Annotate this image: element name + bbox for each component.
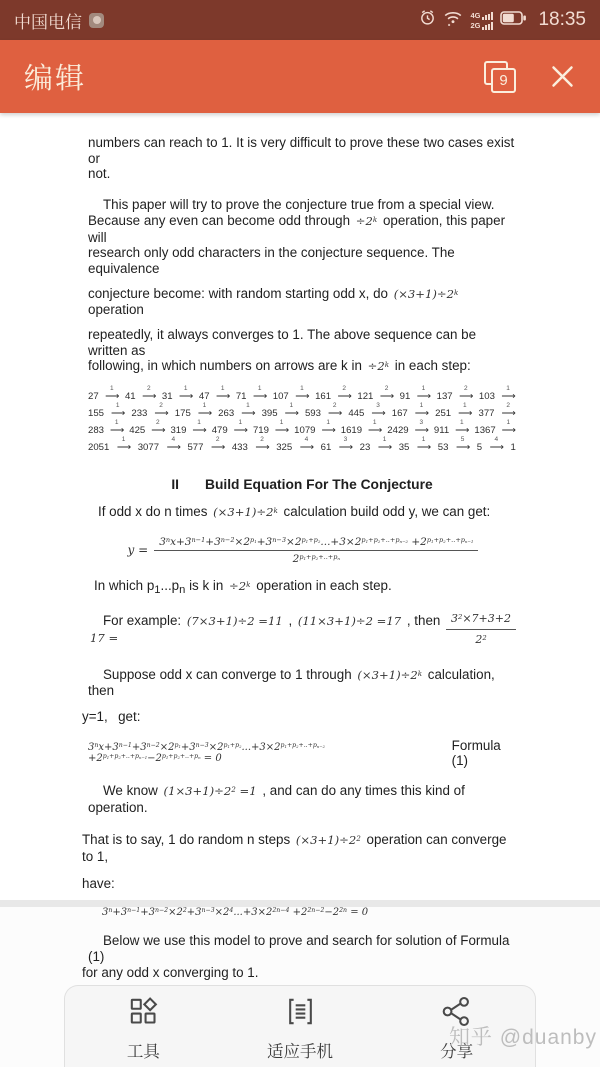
- arrow-with-exponent: 1 ⟶: [368, 419, 382, 437]
- arrow-with-exponent: 1 ⟶: [416, 436, 431, 454]
- text-line: research only odd characters in the conjecture sequence. The equivalence: [88, 245, 455, 276]
- arrow-with-exponent: 1 ⟶: [192, 419, 206, 437]
- equation-y-fraction: [88, 536, 516, 565]
- sequence-number: 91: [399, 391, 411, 403]
- paragraph: [88, 135, 516, 182]
- sequence-number: 53: [437, 442, 449, 454]
- battery-icon: [500, 10, 527, 30]
- arrow-with-exponent: 1 ⟶: [216, 385, 230, 403]
- arrow-with-exponent: 2 ⟶: [379, 385, 394, 403]
- sequence-number: 377: [478, 408, 495, 420]
- sequence-row: [88, 385, 516, 403]
- sequence-number: 23: [359, 442, 371, 454]
- clock-time: 18:35: [538, 9, 586, 30]
- sequence-number: 263: [218, 408, 235, 420]
- text-line: We know $(1\times 3+1)\div 2^2 =1$ , and can do any times this kind of operation.: [88, 782, 465, 815]
- signal-bars-icon: [470, 11, 493, 30]
- paragraph: [82, 666, 516, 725]
- sequence-number: 577: [187, 442, 204, 454]
- fraction-numerator: $3^2\times 7+3+2$: [446, 611, 516, 630]
- arrow-with-exponent: 5 ⟶: [455, 436, 470, 454]
- document-page[interactable]: [0, 113, 600, 980]
- text-line: repeatedly, it always converges to 1. The above sequence can be written as: [88, 327, 477, 358]
- fraction-numerator: $3^nx+3^{n-1}+3^{n-2}\times 2^{p_1}+3^{n-3}\times 2^{p_1+p_2}...+3\times 2^{p_1+p_2+..+p_{n-2}} +2^{p_1+p_2+..+p_{n-1}}$: [154, 536, 478, 551]
- sequence-row: [88, 436, 516, 454]
- text-line: following, in which numbers on arrows are k in $\div 2^k$ in each step:: [88, 358, 471, 374]
- section-number: II: [171, 477, 179, 493]
- sequence-number: 167: [391, 408, 408, 420]
- arrow-with-exponent: 1 ⟶: [455, 419, 469, 437]
- arrow-with-exponent: 1 ⟶: [414, 402, 429, 420]
- text-line: That is to say, 1 do random n steps $(\times 3+1)\div 2^2$ operation can converge to 1,: [82, 832, 507, 864]
- arrow-with-exponent: 1 ⟶: [252, 385, 267, 403]
- network-type-sim1: 4G: [470, 10, 481, 20]
- text-line: For example: (7×3+1)÷2 =11 , (11×3+1)÷2 =17 , then 17 =: [90, 612, 441, 645]
- text-line: y=1, get:: [82, 709, 141, 725]
- sequence-number: 5: [476, 442, 483, 454]
- page-count-button[interactable]: [484, 61, 516, 93]
- arrow-with-exponent: 3 ⟶: [414, 419, 428, 437]
- arrow-with-exponent: 2 ⟶: [151, 419, 165, 437]
- text-line: This paper will try to prove the conjecture true from a special view.: [103, 197, 495, 213]
- sequence-number: 161: [315, 391, 332, 403]
- arrow-with-exponent: 2 ⟶: [337, 385, 351, 403]
- arrow-with-exponent: 2 ⟶: [210, 436, 225, 454]
- arrow-with-exponent: 1 ⟶: [179, 385, 193, 403]
- fraction: [154, 536, 478, 565]
- sequence-number: 2429: [387, 425, 409, 437]
- sequence-number: 1: [510, 442, 516, 454]
- sequence-number: 719: [252, 425, 269, 437]
- close-icon: [549, 63, 576, 90]
- section-heading-2: [88, 477, 516, 492]
- formula-1-row: [88, 738, 516, 768]
- arrow-with-exponent: 1 ⟶: [233, 419, 247, 437]
- text-line: not.: [88, 166, 111, 182]
- sequence-block: [88, 385, 516, 454]
- arrow-with-exponent: 1 ⟶: [116, 436, 131, 454]
- tools-button[interactable]: [65, 995, 222, 1062]
- sequence-number: 1079: [294, 425, 316, 437]
- sequence-number: 325: [276, 442, 293, 454]
- sequence-number: 433: [231, 442, 248, 454]
- fraction-denominator: $2^{p_1+p_2+..+p_n}$: [292, 552, 340, 565]
- example-line: [88, 611, 516, 647]
- arrow-with-exponent: 1 ⟶: [416, 385, 431, 403]
- sequence-number: 233: [131, 408, 148, 420]
- sequence-number: 47: [198, 391, 210, 403]
- formula-2-row: [88, 902, 516, 920]
- arrow-with-exponent: 3 ⟶: [371, 402, 385, 420]
- paragraph: [88, 197, 516, 375]
- tools-icon: [127, 995, 160, 1033]
- formula-1-label: Formula (1): [451, 737, 501, 768]
- sequence-number: 35: [398, 442, 410, 454]
- tools-label: 工具: [126, 1043, 160, 1061]
- fraction-denominator: $2^2$: [475, 633, 487, 647]
- arrow-with-exponent: 3 ⟶: [338, 436, 353, 454]
- arrow-with-exponent: 1 ⟶: [241, 402, 255, 420]
- arrow-with-exponent: 1 ⟶: [274, 419, 289, 437]
- arrow-with-exponent: 2 ⟶: [255, 436, 269, 454]
- arrow-with-exponent: 4 ⟶: [489, 436, 503, 454]
- sequence-number: 911: [433, 425, 450, 437]
- sequence-number: 395: [261, 408, 278, 420]
- sequence-number: 27: [88, 391, 99, 403]
- sequence-number: 41: [124, 391, 136, 403]
- network-type-sim2: 2G: [470, 20, 481, 30]
- sequence-number: 251: [435, 408, 452, 420]
- sequence-number: 1367: [474, 425, 496, 437]
- fraction: [446, 611, 516, 647]
- arrow-with-exponent: 1 ⟶: [501, 385, 515, 403]
- arrow-with-exponent: 2 ⟶: [501, 402, 515, 420]
- arrow-with-exponent: 2 ⟶: [459, 385, 473, 403]
- equation-lhs: y =: [127, 543, 149, 558]
- text-line: have:: [82, 875, 115, 891]
- arrow-with-exponent: 1 ⟶: [197, 402, 212, 420]
- alarm-icon: [419, 9, 436, 31]
- sequence-number: 107: [272, 391, 289, 403]
- section-title: Build Equation For The Conjecture: [205, 477, 433, 493]
- text-line: for any odd x converging to 1.: [82, 964, 259, 980]
- sequence-number: 425: [129, 425, 146, 437]
- status-bar: [0, 0, 600, 40]
- sequence-number: 283: [88, 425, 105, 437]
- sequence-number: 319: [170, 425, 187, 437]
- arrow-with-exponent: 1 ⟶: [458, 402, 472, 420]
- paragraph: [82, 933, 516, 980]
- text-line: Because any even can become odd through $\div 2^k$ operation, this paper will: [88, 212, 506, 245]
- sequence-number: 71: [235, 391, 247, 403]
- formula-1: $3^nx+3^{n-1}+3^{n-2}\times 2^{p_1}+3^{n-3}\times 2^{p_1+p_2}...+3\times 2^{p_1+p_2+..+p_{n-2}} +2^{p_1+p_2+..+p_{n-1}}-2^{p_1+p_2+..+p_n} = 0$: [88, 741, 325, 764]
- sequence-number: 2051: [88, 442, 110, 454]
- close-button[interactable]: [548, 63, 576, 91]
- arrow-with-exponent: 4 ⟶: [299, 436, 314, 454]
- sequence-row: [88, 419, 516, 437]
- arrow-with-exponent: 1 ⟶: [111, 402, 125, 420]
- sequence-number: 175: [174, 408, 191, 420]
- arrow-with-exponent: 1 ⟶: [501, 419, 515, 437]
- carrier-label: 中国电信: [14, 12, 82, 32]
- sequence-number: 445: [348, 408, 365, 420]
- arrow-with-exponent: 1 ⟶: [284, 402, 298, 420]
- arrow-with-exponent: 2 ⟶: [327, 402, 342, 420]
- arrow-with-exponent: 1 ⟶: [321, 419, 335, 437]
- sequence-number: 479: [211, 425, 228, 437]
- wifi-icon: [443, 9, 463, 32]
- hd-voice-icon: [89, 13, 104, 28]
- fit-phone-button[interactable]: [222, 995, 379, 1062]
- pages-count-badge: 9: [491, 68, 516, 93]
- fit-phone-label: 适应手机: [267, 1043, 333, 1061]
- sequence-number: 3077: [137, 442, 160, 454]
- page-title: 编辑: [24, 63, 87, 95]
- text-line: numbers can reach to 1. It is very difficult to prove these two cases exist or: [88, 135, 515, 166]
- sequence-number: 593: [304, 408, 321, 420]
- arrow-with-exponent: 2 ⟶: [142, 385, 156, 403]
- text-line: In which $p_1...p_n$ is k in $\div 2^k$ operation in each step.: [94, 577, 392, 596]
- formula-2: $3^n+3^{n-1}+3^{n-2}\times 2^2+3^{n-3}\times 2^4...+3\times 2^{2n-4} +2^{2n-2}-2^{2n} = 0$: [102, 907, 369, 919]
- arrow-with-exponent: 1 ⟶: [377, 436, 392, 454]
- sequence-number: 103: [478, 391, 495, 403]
- sequence-row: [88, 402, 516, 420]
- arrow-with-exponent: 1 ⟶: [109, 419, 124, 437]
- text-line: If odd x do n times $(\times 3+1)\div 2^k$ calculation build odd y, we can get:: [98, 504, 491, 520]
- sequence-number: 1619: [340, 425, 363, 437]
- arrow-with-exponent: 2 ⟶: [154, 402, 168, 420]
- sequence-number: 137: [436, 391, 453, 403]
- sequence-number: 121: [357, 391, 374, 403]
- sequence-number: 31: [161, 391, 173, 403]
- arrow-with-exponent: 4 ⟶: [166, 436, 180, 454]
- fit-phone-icon: [284, 995, 317, 1033]
- sequence-number: 155: [88, 408, 105, 420]
- text-line: conjecture become: with random starting odd x, do $(\times 3+1)\div 2^k$ operation: [88, 285, 459, 318]
- text-line: Suppose odd x can converge to 1 through $(\times 3+1)\div 2^k$ calculation, then: [88, 666, 495, 699]
- sequence-number: 61: [320, 442, 332, 454]
- arrow-with-exponent: 1 ⟶: [105, 385, 119, 403]
- watermark: 知乎 @duanby: [448, 1026, 597, 1049]
- app-header: [0, 40, 600, 113]
- share-label: 分享: [440, 1043, 474, 1061]
- arrow-with-exponent: 1 ⟶: [295, 385, 309, 403]
- text-line: Below we use this model to prove and search for solution of Formula (1): [88, 933, 510, 965]
